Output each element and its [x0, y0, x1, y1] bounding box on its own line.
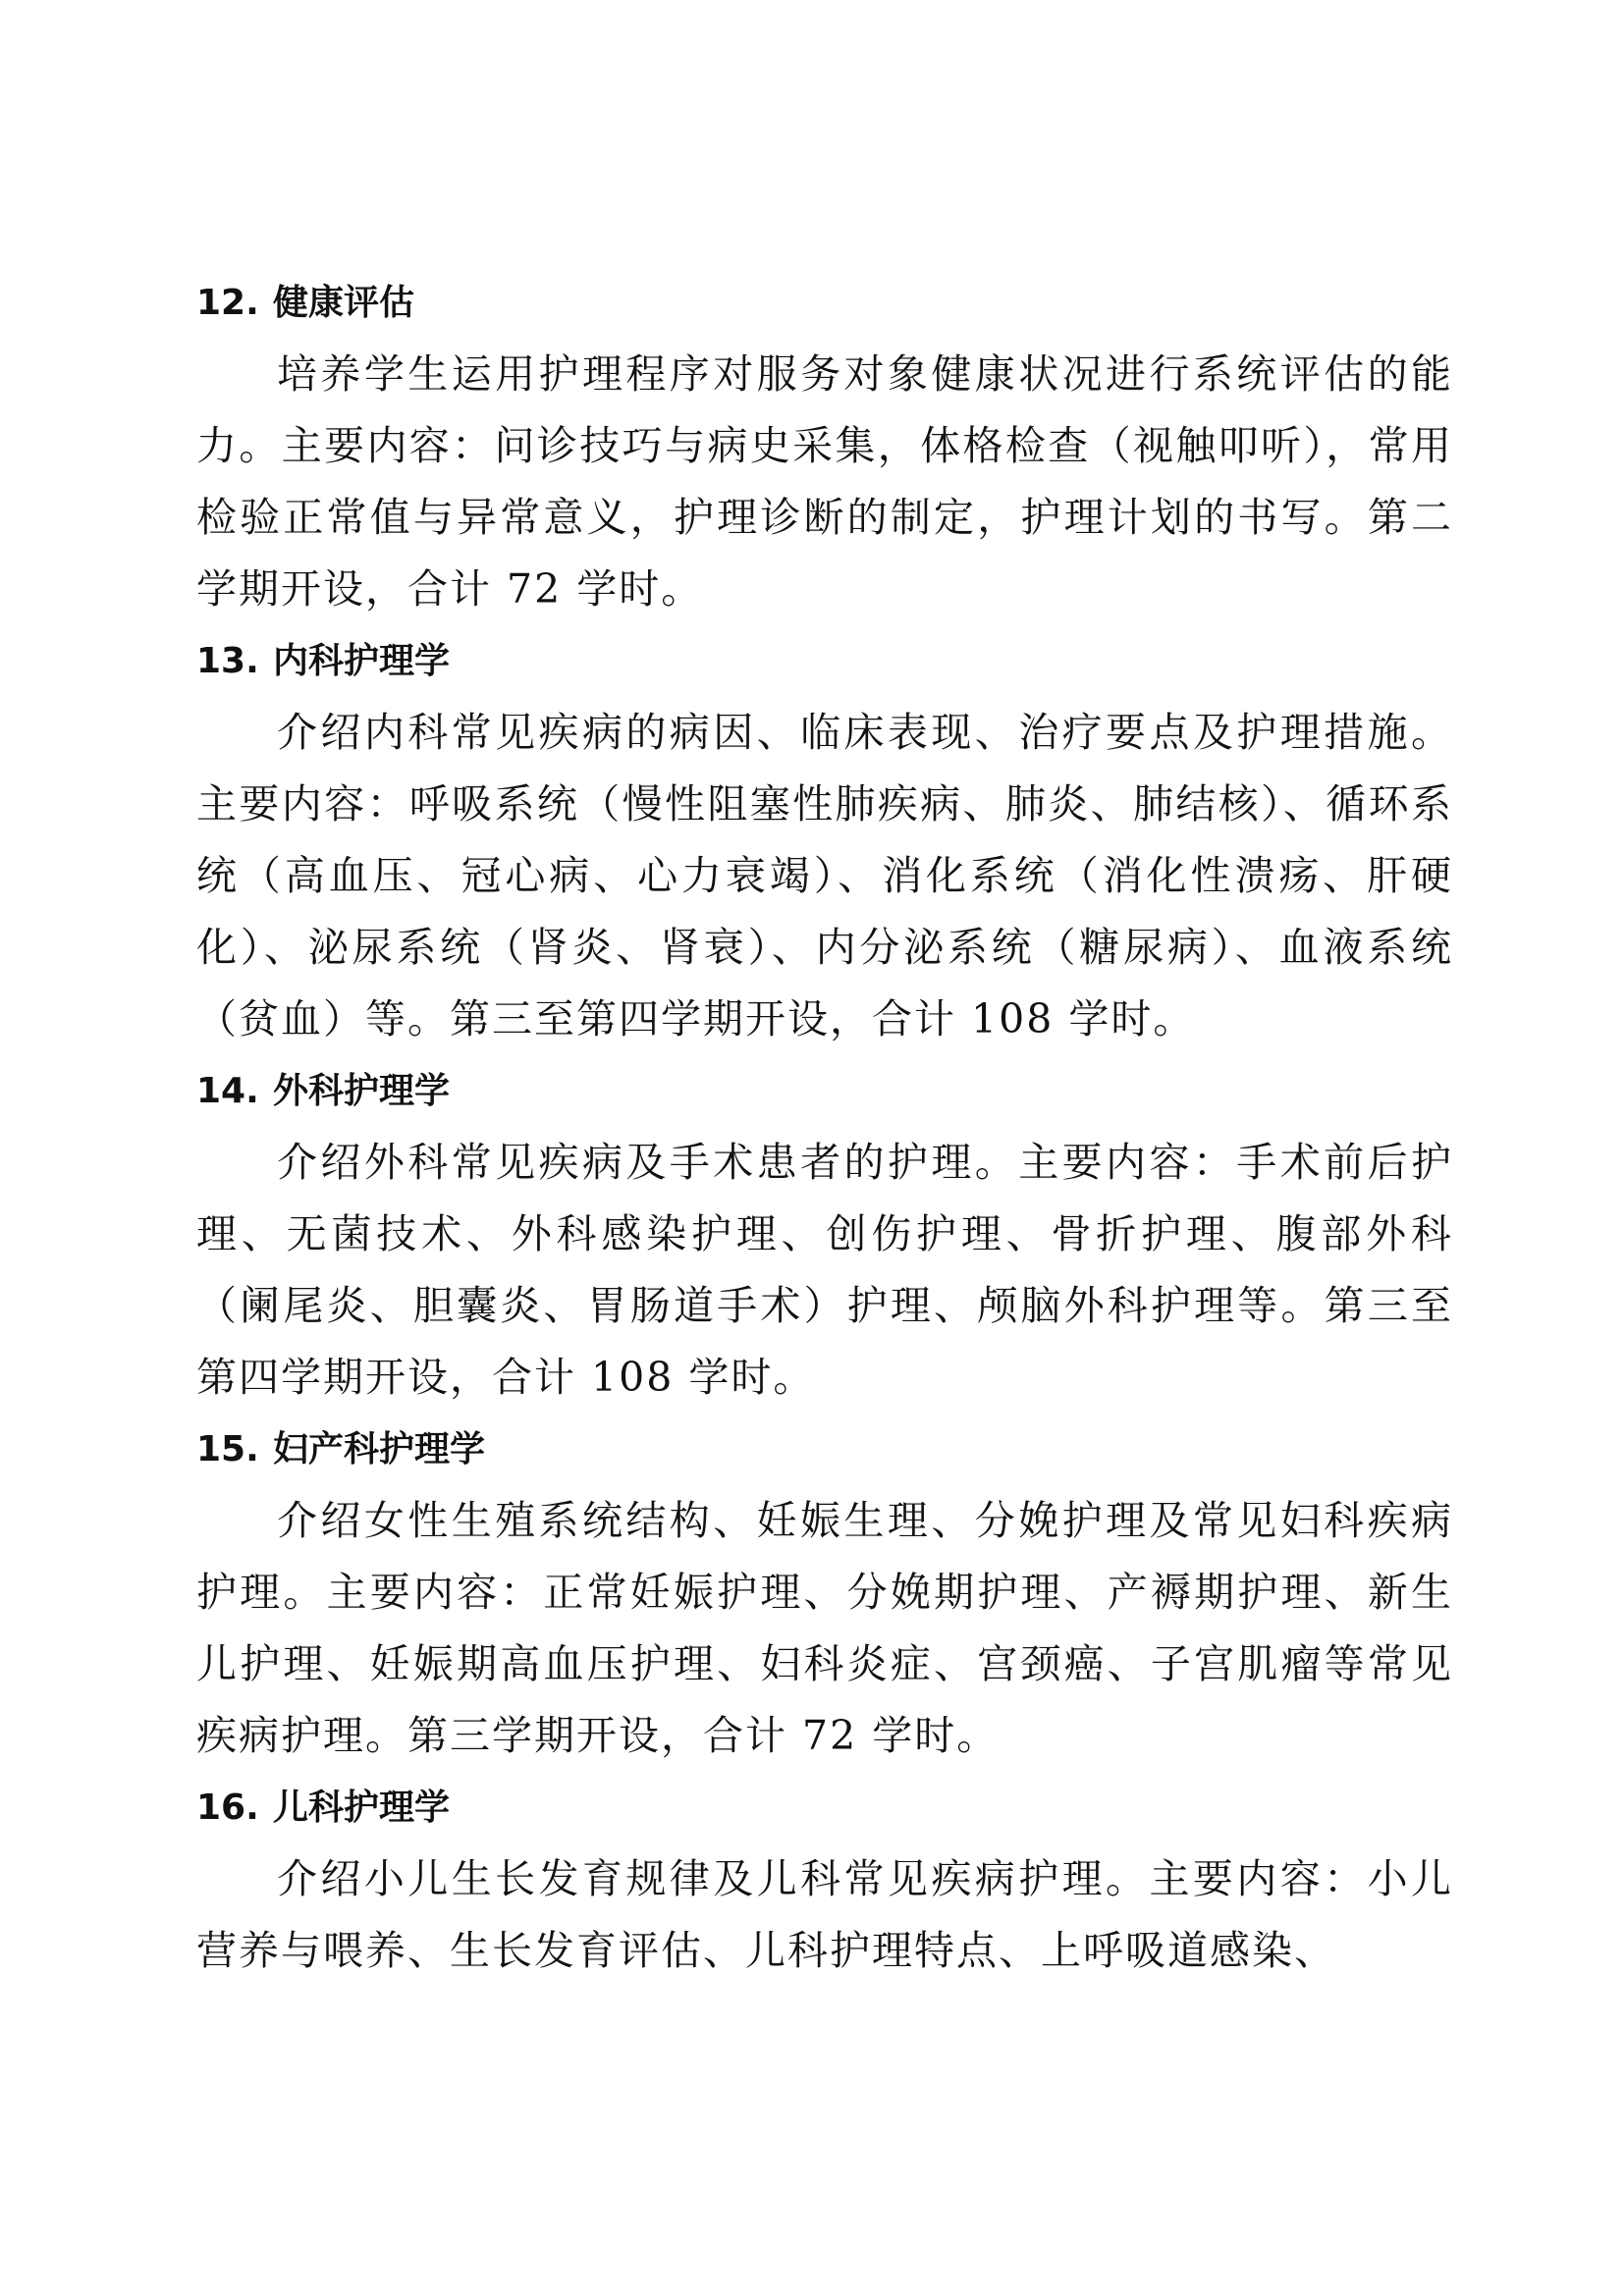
section-heading: [196, 625, 1453, 697]
section-heading: [196, 267, 1453, 339]
section-number: 13.: [196, 641, 259, 681]
section-heading: [196, 1414, 1453, 1485]
section-title: 外科护理学: [273, 1071, 451, 1111]
section-pediatric-nursing: [196, 1772, 1453, 1987]
section-number: 15.: [196, 1429, 259, 1469]
section-health-assessment: [196, 267, 1453, 625]
section-obstetric-gynecological-nursing: [196, 1414, 1453, 1772]
section-surgical-nursing: [196, 1055, 1453, 1414]
section-heading: [196, 1055, 1453, 1127]
section-title: 健康评估: [273, 283, 415, 323]
section-heading: [196, 1772, 1453, 1843]
section-paragraph: 培养学生运用护理程序对服务对象健康状况进行系统评估的能力。主要内容：问诊技巧与病史采集，体格检查（视触叩听），常用检验正常值与异常意义，护理诊断的制定，护理计划的书写。第二学期开设，合计 72 学时。: [196, 350, 1453, 613]
section-paragraph: 介绍小儿生长发育规律及儿科常见疾病护理。主要内容：小儿营养与喂养、生长发育评估、儿科护理特点、上呼吸道感染、: [196, 1855, 1453, 1974]
section-title: 妇产科护理学: [273, 1429, 486, 1469]
section-title: 儿科护理学: [273, 1788, 451, 1828]
document-body: [196, 267, 1453, 1987]
section-number: 14.: [196, 1071, 259, 1111]
section-title: 内科护理学: [273, 641, 451, 681]
section-number: 12.: [196, 283, 259, 323]
section-internal-medicine-nursing: [196, 625, 1453, 1055]
section-number: 16.: [196, 1788, 259, 1828]
section-paragraph: 介绍内科常见疾病的病因、临床表现、治疗要点及护理措施。主要内容：呼吸系统（慢性阻塞性肺疾病、肺炎、肺结核）、循环系统（高血压、冠心病、心力衰竭）、消化系统（消化性溃疡、肝硬化）、泌尿系统（肾炎、肾衰）、内分泌系统（糖尿病）、血液系统（贫血）等。第三至第四学期开设，合计 108 学时。: [196, 709, 1453, 1042]
section-paragraph: 介绍女性生殖系统结构、妊娠生理、分娩护理及常见妇科疾病护理。主要内容：正常妊娠护理、分娩期护理、产褥期护理、新生儿护理、妊娠期高血压护理、妇科炎症、宫颈癌、子宫肌瘤等常见疾病护理。第三学期开设，合计 72 学时。: [196, 1497, 1453, 1759]
section-paragraph: 介绍外科常见疾病及手术患者的护理。主要内容：手术前后护理、无菌技术、外科感染护理、创伤护理、骨折护理、腹部外科（阑尾炎、胆囊炎、胃肠道手术）护理、颅脑外科护理等。第三至第四学期开设，合计 108 学时。: [196, 1139, 1453, 1401]
